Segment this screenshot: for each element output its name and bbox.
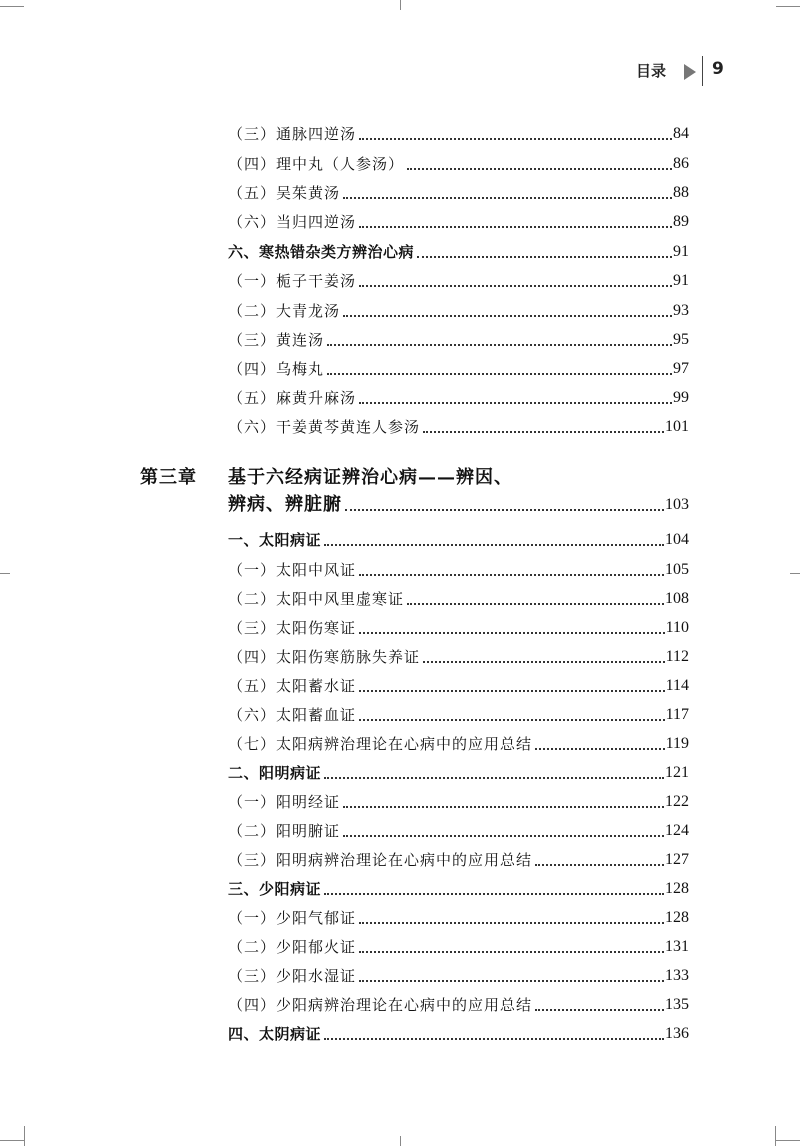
toc-entry-label: 三、少阳病证 [228,880,322,898]
dot-leader [535,863,664,866]
toc-entry-label: （四）乌梅丸 [228,360,325,378]
chapter-title-line2: 辨病、辨脏腑 [228,494,342,515]
dot-leader [345,508,664,511]
toc-entry-label: （一）太阳中风证 [228,561,357,579]
dot-leader [359,137,672,140]
toc-entry[interactable] [228,121,689,147]
crop-mark [0,573,10,574]
toc-entry-page: 135 [665,996,689,1013]
toc-entry-page: 128 [665,880,689,897]
dot-leader [423,660,665,663]
toc-entry-page: 136 [665,1025,689,1042]
dot-leader [359,401,672,404]
toc-entry-label: （二）少阳郁火证 [228,938,357,956]
toc-entry-page: 133 [665,967,689,984]
dot-leader [407,167,672,170]
crop-mark [0,1140,24,1141]
toc-entry[interactable] [228,847,689,873]
toc-entry[interactable] [228,298,689,324]
toc-entry[interactable] [228,180,689,206]
toc-entry-label: （二）阳明腑证 [228,822,341,840]
dot-leader [407,602,664,605]
dot-leader [359,689,665,692]
dot-leader [359,573,664,576]
toc-entry-page: 97 [673,360,689,377]
toc-entry-page: 93 [673,302,689,319]
toc-entry-page: 121 [665,764,689,781]
toc-entry-page: 112 [665,648,689,665]
toc-entry-page: 101 [665,418,689,435]
header-divider [702,56,703,86]
crop-mark [776,6,800,7]
toc-entry[interactable] [228,673,689,699]
toc-entry[interactable] [228,586,689,612]
toc-entry-page: 104 [665,531,689,548]
dot-leader [359,225,672,228]
toc-entry-page: 99 [673,389,689,406]
crop-mark [24,1126,25,1146]
dot-leader [359,921,664,924]
crop-mark [400,1136,401,1146]
toc-entry-label: （一）阳明经证 [228,793,341,811]
header-title: 目录 [635,62,666,80]
toc-entry[interactable] [228,268,689,294]
toc-entry-label: 六、寒热错杂类方辨治心病 [228,243,415,261]
toc-entry-page: 119 [665,735,689,752]
toc-entry[interactable] [228,702,689,728]
dot-leader [359,631,665,634]
toc-entry-page: 127 [665,851,689,868]
dot-leader [343,314,672,317]
chapter-number: 第三章 [140,467,197,488]
toc-section[interactable] [228,760,689,786]
toc-entry[interactable] [228,731,689,757]
toc-entry-page: 114 [665,677,689,694]
toc-entry[interactable] [228,385,689,411]
toc-entry[interactable] [228,615,689,641]
toc-entry[interactable] [228,209,689,235]
dot-leader [535,1008,664,1011]
toc-entry[interactable] [228,414,689,440]
toc-entry-label: （一）栀子干姜汤 [228,272,357,290]
crop-mark [776,1140,800,1141]
dot-leader [359,284,672,287]
toc-entry-label: （七）太阳病辨治理论在心病中的应用总结 [228,735,533,753]
toc-entry-label: 二、阳明病证 [228,764,322,782]
toc-entry[interactable] [228,992,689,1018]
toc-entry-label: 一、太阳病证 [228,531,322,549]
toc-entry[interactable] [228,818,689,844]
dot-leader [359,950,664,953]
toc-section[interactable] [228,1021,689,1047]
toc-entry-label: （四）太阳伤寒筋脉失养证 [228,648,421,666]
toc-entry[interactable] [228,963,689,989]
toc-entry-page: 91 [673,243,689,260]
toc-entry-page: 110 [665,619,689,636]
toc-entry-label: （六）当归四逆汤 [228,213,357,231]
dot-leader [343,834,664,837]
dot-leader [324,892,664,895]
toc-entry-page: 128 [665,909,689,926]
toc-entry-page: 89 [673,213,689,230]
crop-mark [400,0,401,10]
toc-entry[interactable] [228,905,689,931]
chapter-heading[interactable] [140,463,513,489]
toc-entry-label: （四）少阳病辨治理论在心病中的应用总结 [228,996,533,1014]
toc-entry[interactable] [228,789,689,815]
toc-entry-page: 122 [665,793,689,810]
dot-leader [327,343,672,346]
toc-entry-page: 105 [665,561,689,578]
toc-entry-label: （三）少阳水湿证 [228,967,357,985]
dot-leader [417,255,672,258]
toc-entry-page: 131 [665,938,689,955]
triangle-icon [684,64,696,80]
running-header [0,56,800,90]
toc-entry-label: （六）干姜黄芩黄连人参汤 [228,418,421,436]
toc-entry-label: （二）大青龙汤 [228,302,341,320]
dot-leader [535,747,665,750]
dot-leader [359,718,665,721]
toc-entry[interactable] [228,151,689,177]
toc-entry-page: 124 [665,822,689,839]
toc-entry-label: （三）太阳伤寒证 [228,619,357,637]
toc-entry[interactable] [228,934,689,960]
toc-entry-page: 88 [673,184,689,201]
dot-leader [343,805,664,808]
crop-mark [790,573,800,574]
toc-entry-page: 117 [665,706,689,723]
dot-leader [324,1037,664,1040]
toc-section[interactable] [228,239,689,265]
crop-mark [0,6,24,7]
chapter-page: 103 [665,496,689,513]
toc-entry[interactable] [228,356,689,382]
dot-leader [343,196,672,199]
toc-entry-page: 108 [665,590,689,607]
toc-entry-label: （三）黄连汤 [228,331,325,349]
crop-mark [775,1126,776,1146]
toc-entry[interactable] [228,644,689,670]
dot-leader [324,543,664,546]
toc-entry-label: （三）阳明病辨治理论在心病中的应用总结 [228,851,533,869]
toc-entry-page: 95 [673,331,689,348]
chapter-title-line2-row[interactable] [228,492,689,518]
toc-entry-page: 84 [673,125,689,142]
toc-entry-label: （二）太阳中风里虚寒证 [228,590,405,608]
toc-entry-label: （三）通脉四逆汤 [228,125,357,143]
toc-entry-label: （四）理中丸（人参汤） [228,155,405,173]
header-page-number: 9 [712,59,724,79]
toc-section[interactable] [228,527,689,553]
toc-entry[interactable] [228,557,689,583]
toc-entry-page: 86 [673,155,689,172]
toc-entry-label: （五）太阳蓄水证 [228,677,357,695]
dot-leader [423,430,664,433]
toc-entry-label: （五）吴茱黄汤 [228,184,341,202]
dot-leader [359,979,664,982]
toc-section[interactable] [228,876,689,902]
chapter-title-line1: 基于六经病证辨治心病——辨因、 [228,467,513,488]
toc-entry-label: （五）麻黄升麻汤 [228,389,357,407]
toc-entry-label: （六）太阳蓄血证 [228,706,357,724]
toc-entry-page: 91 [673,272,689,289]
dot-leader [327,372,672,375]
toc-entry-label: 四、太阴病证 [228,1025,322,1043]
dot-leader [324,776,664,779]
toc-entry[interactable] [228,327,689,353]
toc-entry-label: （一）少阳气郁证 [228,909,357,927]
